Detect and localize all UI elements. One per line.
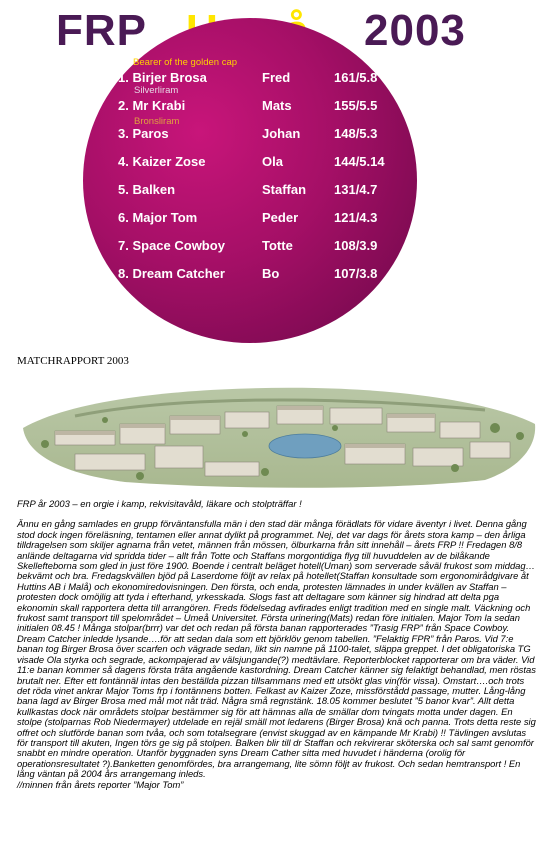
standings-score: 107/3.8 xyxy=(334,266,378,281)
standings-player: Bo xyxy=(262,266,280,281)
standings-row xyxy=(0,237,550,255)
standings-score: 131/4.7 xyxy=(334,182,378,197)
report-signature: //minnen från årets reporter ”Major Tom” xyxy=(17,778,184,790)
standings-row xyxy=(0,209,550,227)
standings-name: 4. Kaizer Zose xyxy=(118,154,206,169)
standings-row xyxy=(0,97,550,115)
standings-player: Staffan xyxy=(262,182,307,197)
standings-score: 161/5.8 xyxy=(334,70,378,85)
standings-name: 1. Birjer Brosa xyxy=(118,70,207,85)
standings-player: Mats xyxy=(262,98,292,113)
standings-player: Johan xyxy=(262,126,301,141)
standings-score: 148/5.3 xyxy=(334,126,378,141)
standings-score: 144/5.14 xyxy=(334,154,385,169)
standings-score: 121/4.3 xyxy=(334,210,378,225)
report-body: Ännu en gång samlades en grupp förväntansfulla män i den stad där många förädlats för vidare äventyr i livet. Denna gång stod dock ingen föreläsning, tentamen eller annat dylikt på programmet. Nej, det var dags för årets stora kamp – den årliga tilldragelsen som skiljer agnarna från vetet, männen från mössen, ölburkarna från sitt innehåll – årets FRP !! Fredagen 8/8 anlände deltagarna vid spridda tider – allt från Totte och Staffans morgontidiga flyg till huvuddelen av de bilåkande Skellefteborna som gled in just före 1900. Boende i centralt beläget hotell(Uman) som serverade såväl frukost som middag…bekvämt och bra. Fredagskvällen bjöd på Laserdome följt av relax på hotellet(Staffan konsultade som ergonomirådgivare åt Huttins AB i Malå) och ekonomiredovisningen. Den första, och enda, protesten lämnades in under kvällen av Staffan – protesten dock omöjlig att tyda i efterhand, yrkesskada. Slogs fast att deltagare som känner sig hindrad att delta pga ekonomin skall rapportera detta till arrangören. Freds födelsedag avfirades enligt tradition med en single malt. Väckning och frukost samt transport till spelområdet – Umeå Universitet. Första urinering(Mats) redan före initialen. Major Tom la sedan initialen 08.45 ! Många stolpar(brrr) var det och redan på första banan rapporterades ”Trasig FRP” från Space Cowboy. Dream Catcher inledde lysande….för att sedan dala som ett björklöv genom tabellen. ”Felaktig FPR” från Paros. Vid 7:e banan tog Birger Brosa över scarfen och vägrade sedan, likt sin namne på 1100-talet, släppa greppet. I det obligatoriska TG visade Ola styrka och segrade, ackompajerad av välsjungande(?) medtävlare. Reporterblocket rapporterar om bra väder. Vid 11:e banan kommer så dagens första träta angående kastordning. Dream Catcher känner sig felaktigt behandlad, men röstas brutalt ner. Efter ett fontännäl intas den beställda pizzan tillsammans med ett utsökt glas vin(för vissa). Omstart….och trots det röda vinet ankrar Major Toms frp i fontännens botten. Felkast av Kaizer Zoze, missförstådd passage, mutter. Lång-lång bana lagd av Birger Brosa med mål mot nåt träd. Några små regnstänk. 18.05 kommer beslutet ”5 banor kvar”. Allt detta kullkastas dock när områdets stolpar bestämmer sig för att hämnas alla de smällar dom tvingats motta under dagen. En stolpe (stolparnas Rob Niedermayer) utdelade en rejäl smäll mot ledarens (Birger Brosa) knä och panna. Trots detta reste sig offret och slutförde banan som tvåa, och som totalsegrare (envist skuggad av en kämpande Mr Krabi) !! Tävlingen avslutas för transport till akuten, Ingen törs ge sig på stolpen. Balken blir till dr Staffan och rekvirerar sköterska och sal samt genomför snabbt en mindre operation. Utanför byggnaden syns Dream Cather sitta med huvudet i händerna (orolig för operationsresultatet ?).Banketten genomfördes, bra arrangemang, lite sömn följt av frukost. Och sedan hemtransport ! En lång väntan på 2004 års arrangemang inleds. xyxy=(17,518,536,780)
match-report xyxy=(17,499,539,790)
standings-name: 5. Balken xyxy=(118,182,176,197)
match-report-title: MATCHRAPPORT 2003 xyxy=(17,355,129,367)
standings-player: Peder xyxy=(262,210,299,225)
report-headline: FRP år 2003 – en orgie i kamp, rekvisitavåld, läkare och stolpträffar ! xyxy=(17,498,302,509)
standings-name: 2. Mr Krabi xyxy=(118,98,186,113)
standings-name: 7. Space Cowboy xyxy=(118,238,225,253)
standings-player: Totte xyxy=(262,238,293,253)
award-golden-cap: Bearer of the golden cap xyxy=(133,57,238,68)
standings-row xyxy=(0,265,550,283)
standings-row xyxy=(0,125,550,143)
award-bronze: Bronsliram xyxy=(134,116,180,127)
standings-score: 155/5.5 xyxy=(334,98,378,113)
title-frp: FRP xyxy=(56,6,147,55)
standings-name: 8. Dream Catcher xyxy=(118,266,225,281)
standings-player: Fred xyxy=(262,70,291,85)
standings-name: 6. Major Tom xyxy=(118,210,198,225)
standings-player: Ola xyxy=(262,154,283,169)
award-silver: Silverliram xyxy=(134,85,179,96)
campus-illustration xyxy=(15,376,540,491)
standings-name: 3. Paros xyxy=(118,126,169,141)
title-year: 2003 xyxy=(364,6,466,55)
standings-row xyxy=(0,69,550,87)
standings-score: 108/3.9 xyxy=(334,238,378,253)
standings-row xyxy=(0,181,550,199)
standings-row xyxy=(0,153,550,171)
